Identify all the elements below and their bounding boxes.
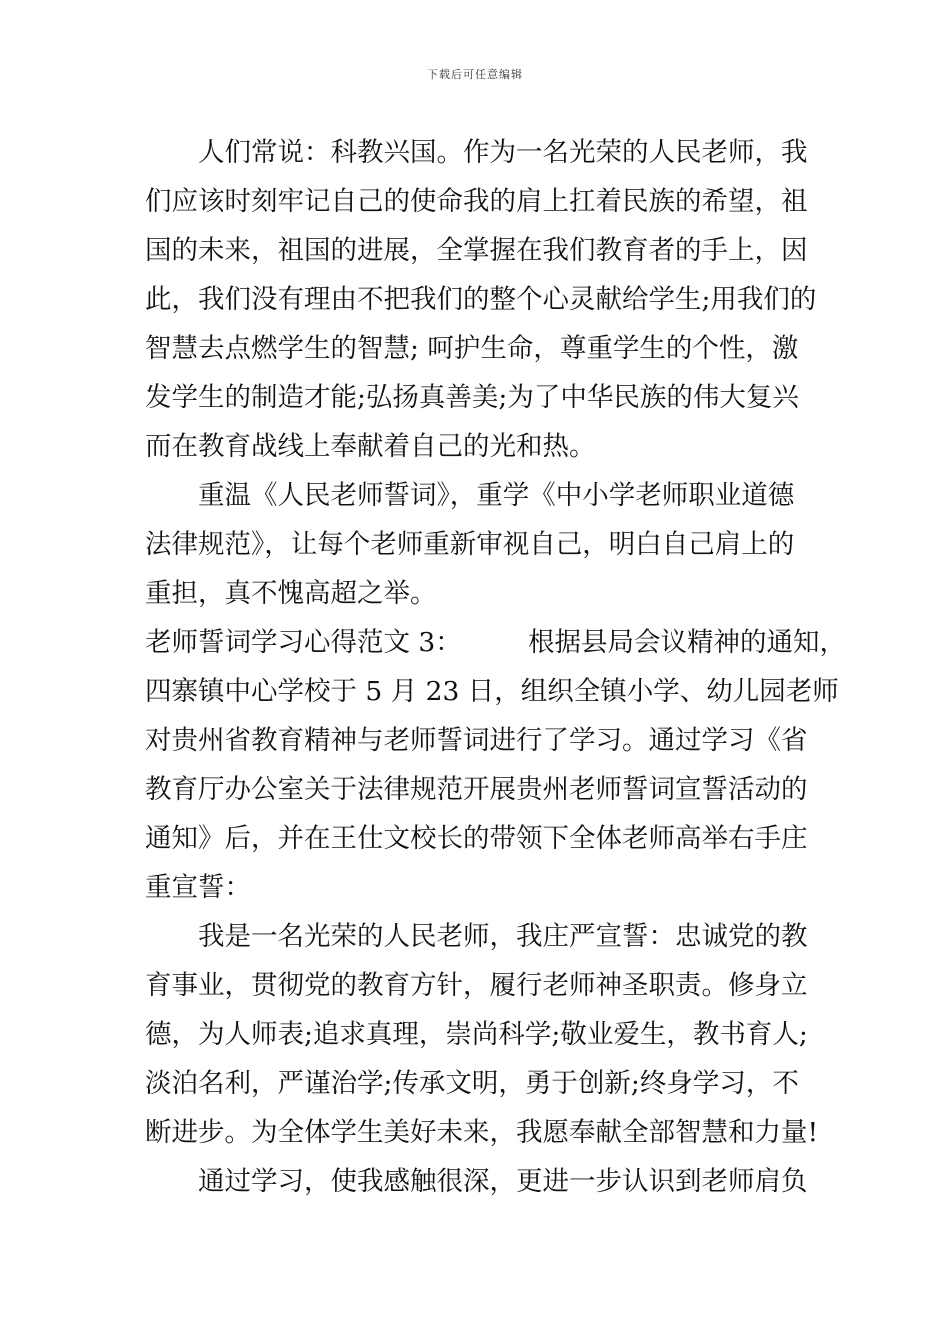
text-line: 人们常说：科教兴国。作为一名光荣的人民老师，我 [198,137,808,168]
text-line: 此，我们没有理由不把我们的整个心灵献给学生;用我们的 [145,284,817,315]
text-line: 断进步。为全体学生美好未来，我愿奉献全部智慧和力量! [145,1117,819,1148]
text-line: 们应该时刻牢记自己的使命我的肩上扛着民族的希望，祖 [145,186,808,217]
text-line: 教育厅办公室关于法律规范开展贵州老师誓词宣誓活动的 [145,774,808,805]
text-line: 重宣誓： [145,872,251,903]
document-body [145,128,847,1206]
text-line: 通过学习，使我感触很深，更进一步认识到老师肩负 [198,1166,808,1197]
text-line: 重温《人民老师誓词》，重学《中小学老师职业道德 [198,480,795,511]
section-heading-line: 老师誓词学习心得范文 3： 根据县局会议精神的通知， [145,627,847,658]
text-line: 对贵州省教育精神与老师誓词进行了学习。通过学习《省 [145,725,808,756]
text-line: 发学生的制造才能;弘扬真善美;为了中华民族的伟大复兴 [145,382,799,413]
text-line: 重担，真不愧高超之举。 [145,578,437,609]
text-line: 淡泊名利，严谨治学;传承文明，勇于创新;终身学习，不 [145,1068,799,1099]
text-line: 我是一名光荣的人民老师，我庄严宣誓：忠诚党的教 [198,921,808,952]
text-line: 国的未来，祖国的进展，全掌握在我们教育者的手上，因 [145,235,808,266]
text-line: 法律规范》，让每个老师重新审视自己，明白自己肩上的 [145,529,795,560]
page-header-note: 下载后可任意编辑 [427,68,523,81]
text-line: 而在教育战线上奉献着自己的光和热。 [145,431,596,462]
text-line: 德，为人师表;追求真理，崇尚科学;敬业爱生，教书育人; [145,1019,808,1050]
text-line: 智慧去点燃学生的智慧; 呵护生命，尊重学生的个性，激 [145,333,799,364]
text-line: 育事业，贯彻党的教育方针，履行老师神圣职责。修身立 [145,970,808,1001]
text-line: 四寨镇中心学校于 5 月 23 日，组织全镇小学、幼儿园老师 [145,676,839,707]
text-line: 通知》后，并在王仕文校长的带领下全体老师高举右手庄 [145,823,808,854]
